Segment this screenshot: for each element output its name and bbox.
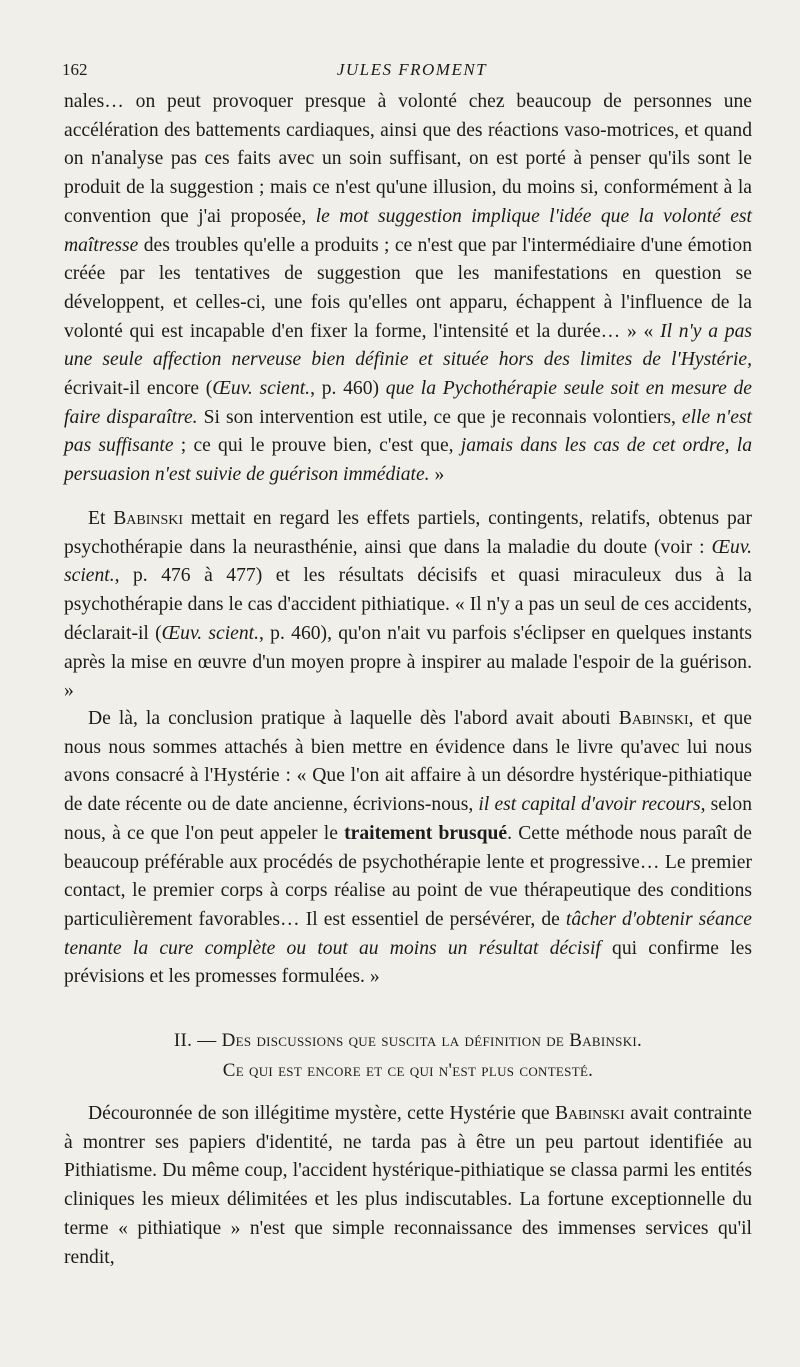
p3-text: , selon nous, à ce que l'on peut appeler le: [64, 794, 753, 844]
p2-italic: Œuv. scient.: [161, 622, 259, 644]
heading-text: .: [637, 1030, 643, 1051]
running-title: JULES FROMENT: [336, 60, 488, 79]
p4-text: Découronnée de son illégitime mystère, cette Hystérie que: [88, 1103, 555, 1124]
paragraph-1: [64, 88, 752, 490]
p1-italic: elle n'est pas suffisante: [64, 406, 752, 457]
author-name: Babinski: [569, 1030, 638, 1051]
p2-text: , p. 460), qu'on n'ait vu parfois s'éclipser en quelques instants après la mise en œuvre d'un moyen propre à inspirer au malade l'espoir de la guérison. »: [64, 622, 752, 702]
p2-text: Et: [88, 508, 114, 529]
p1-text: Si son intervention est utile, ce que je reconnais volontiers,: [197, 406, 682, 428]
p1-text: écrivait-il encore (: [64, 378, 213, 400]
author-name: Babinski: [554, 1103, 625, 1124]
heading-line-1: [64, 1026, 752, 1056]
p1-text: ; ce qui le prouve bien, c'est que,: [173, 435, 461, 457]
p3-italic: tâcher d'obtenir séance tenante la cure complète ou tout au moins un résultat décisif: [64, 908, 752, 959]
p3-bold: traitement brusqué: [344, 822, 508, 844]
paragraph-3: [64, 705, 752, 992]
p2-text: , p. 476 à 477) et les résultats décisifs et quasi miraculeux dus à la psychothérapie dans le cas d'accident pithiatique. « Il n'y a pas un seul de ces accidents, déclarait-il (: [64, 565, 752, 644]
p3-text: De là, la conclusion pratique à laquelle dès l'abord avait abouti: [88, 708, 619, 729]
paragraph-4: [64, 1100, 752, 1272]
p1-italic: que la Pychothérapie seule soit en mesure de faire disparaître.: [64, 378, 752, 428]
p1-text: nales… on peut provoquer presque à volonté chez beaucoup de personnes une accélération des battements cardiaques, ainsi que des réactions vaso-motrices, et quand on n'analyse pas ces faits avec un soin suffisant, on est porté à penser qu'ils sont le produit de la suggestion ; mais ce n'est qu'une illusion, du moins si, conformément à la convention que j'ai proposée,: [64, 91, 752, 227]
p3-italic: il est capital d'avoir recours: [478, 794, 701, 816]
page-header: [62, 60, 762, 84]
p1-text: des troubles qu'elle a produits ; ce n'est que par l'intermédiaire d'une émotion créée par les tentatives de suggestion que les manifestations en question se développent, et celles-ci, une fois qu'elles ont apparu, échappent à l'influence de la volonté qui est incapable d'en fixer la forme, l'intensité et la durée… » «: [64, 234, 752, 342]
p3-text: , et que nous nous sommes attachés à bien mettre en évidence dans le livre qu'avec lui nous avons consacré à l'Hystérie : « Que l'on ait affaire à un désordre hystérique-pithiatique de date récente ou de date ancienne, écrivions-nous,: [64, 708, 752, 816]
p1-italic: le mot suggestion implique l'idée que la volonté est maîtresse: [64, 205, 752, 256]
p2-italic: Œuv. scient.: [64, 536, 752, 587]
author-name: Babinski: [618, 708, 689, 729]
p1-text: , p. 460): [310, 378, 386, 400]
p1-text: »: [429, 464, 445, 486]
author-name: Babinski: [113, 508, 184, 529]
paragraph-2: [64, 505, 752, 706]
p1-italic: Il n'y a pas une seule affection nerveuse bien définie et située hors des limites de l'Hystérie,: [64, 320, 752, 371]
heading-line-2: Ce qui est encore et ce qui n'est plus contesté.: [222, 1060, 594, 1081]
p2-text: mettait en regard les effets partiels, contingents, relatifs, obtenus par psychothérapie dans la neurasthénie, ainsi que dans la maladie du doute (voir :: [64, 508, 753, 558]
section-heading: [64, 1026, 752, 1086]
p1-italic: jamais dans les cas de cet ordre, la persuasion n'est suivie de guérison immédiate.: [64, 435, 752, 486]
p4-text: avait contrainte à montrer ses papiers d'identité, ne tarda pas à être un peu partout identifiée au Pithiatisme. Du même coup, l'accident hystérique-pithiatique se classa parmi les entités cliniques les mieux délimitées et les plus indiscutables. La fortune exceptionnelle du terme « pithiatique » n'est que simple reconnaissance des immenses services qu'il rendit,: [64, 1103, 752, 1268]
page-number: 162: [62, 60, 88, 79]
p1-italic: Œuv. scient.: [212, 378, 311, 400]
p3-text: . Cette méthode nous paraît de beaucoup préférable aux procédés de psychothérapie lente et progressive… Le premier contact, le premier corps à corps réalise au point de vue thérapeutique des conditions particulièrement favorables… Il est essentiel de persévérer, de: [64, 822, 752, 930]
heading-text: II. — Des discussions que suscita la définition de: [173, 1030, 570, 1051]
p3-text: qui confirme les prévisions et les promesses formulées. »: [64, 937, 752, 988]
